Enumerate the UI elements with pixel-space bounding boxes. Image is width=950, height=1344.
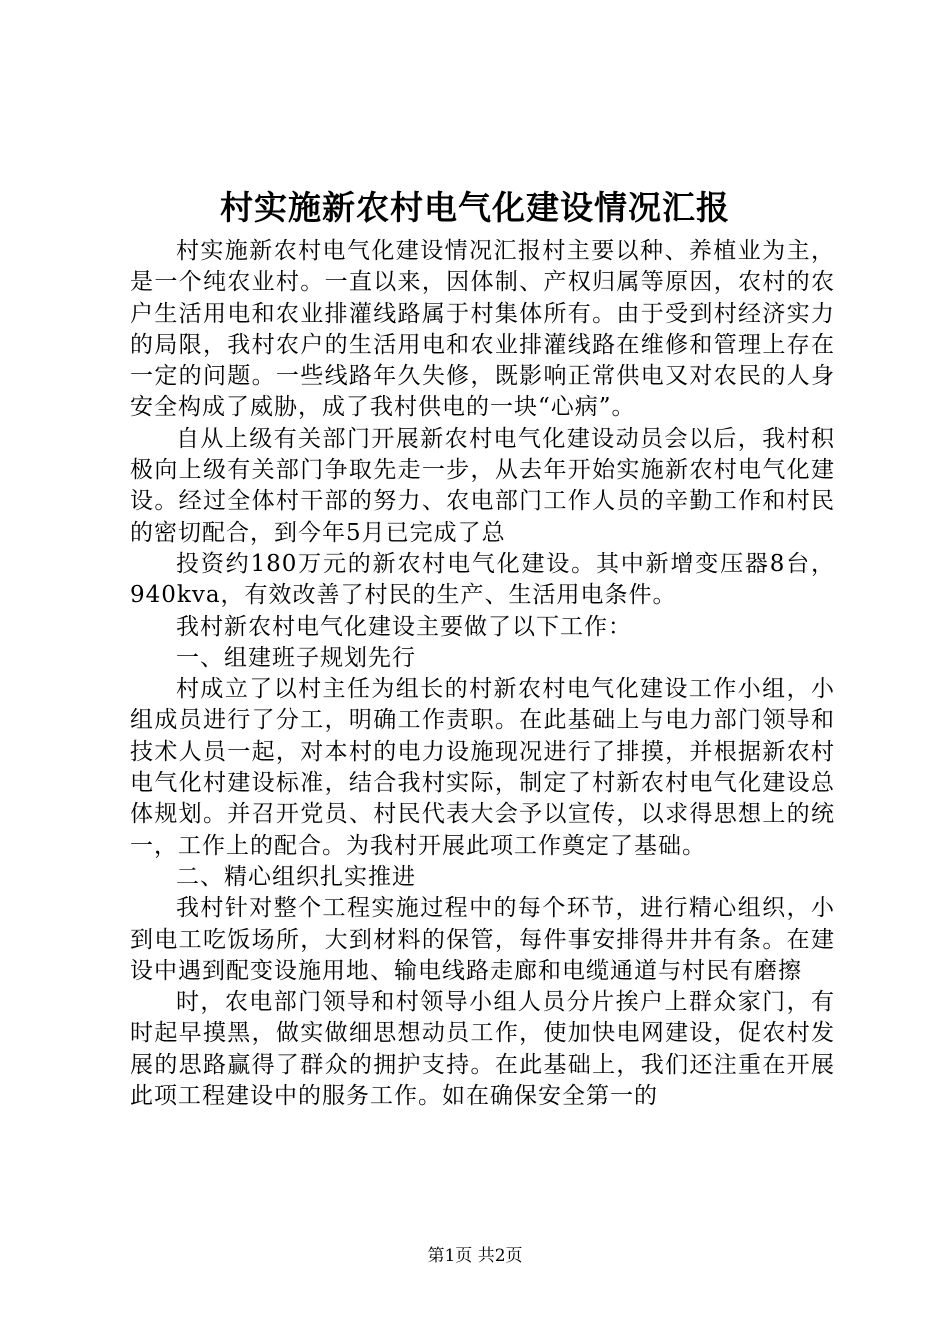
paragraph: 投资约180万元的新农村电气化建设。其中新增变压器8台，940kva，有效改善了村民的生产、生活用电条件。 [130,550,835,609]
paragraph: 村实施新农村电气化建设情况汇报村主要以种、养植业为主，是一个纯农业村。一直以来，因体制、产权归属等原因，农村的农户生活用电和农业排灌线路属于村集体所有。由于受到村经济实力的局限，我村农户的生活用电和农业排灌线路在维修和管理上存在一定的问题。一些线路年久失修，既影响正常供电又对农民的人身安全构成了威胁，成了我村供电的一块“心病”。 [130,238,835,421]
paragraph: 我村针对整个工程实施过程中的每个环节，进行精心组织，小到电工吃饭场所，大到材料的保管，每件事安排得井井有条。在建设中遇到配变设施用地、输电线路走廊和电缆通道与村民有磨擦 [130,895,835,984]
section-heading: 一、组建班子规划先行 [176,644,416,671]
paragraph: 自从上级有关部门开展新农村电气化建设动员会以后，我村积极向上级有关部门争取先走一步，从去年开始实施新农村电气化建设。经过全体村干部的努力、农电部门工作人员的辛勤工作和村民的密切配合，到今年5月已完成了总 [130,425,835,546]
page-number-footer: 第1页 共2页 [427,1246,523,1266]
paragraph: 村成立了以村主任为组长的村新农村电气化建设工作小组，小组成员进行了分工，明确工作责职。在此基础上与电力部门领导和技术人员一起，对本村的电力设施现况进行了排摸，并根据新农村电气化村建设标准，结合我村实际，制定了村新农村电气化建设总体规划。并召开党员、村民代表大会予以宣传，以求得思想上的统一，工作上的配合。为我村开展此项工作奠定了基础。 [130,676,835,859]
paragraph: 时，农电部门领导和村领导小组人员分片挨户上群众家门，有时起早摸黑，做实做细思想动员工作，使加快电网建设，促农村发展的思路赢得了群众的拥护支持。在此基础上，我们还注重在开展此项工程建设中的服务工作。如在确保安全第一的 [130,989,835,1110]
document-body [130,236,835,1112]
section-heading: 二、精心组织扎实推进 [176,863,416,890]
document-title: 村实施新农村电气化建设情况汇报 [220,188,730,227]
paragraph: 我村新农村电气化建设主要做了以下工作： [176,613,632,640]
